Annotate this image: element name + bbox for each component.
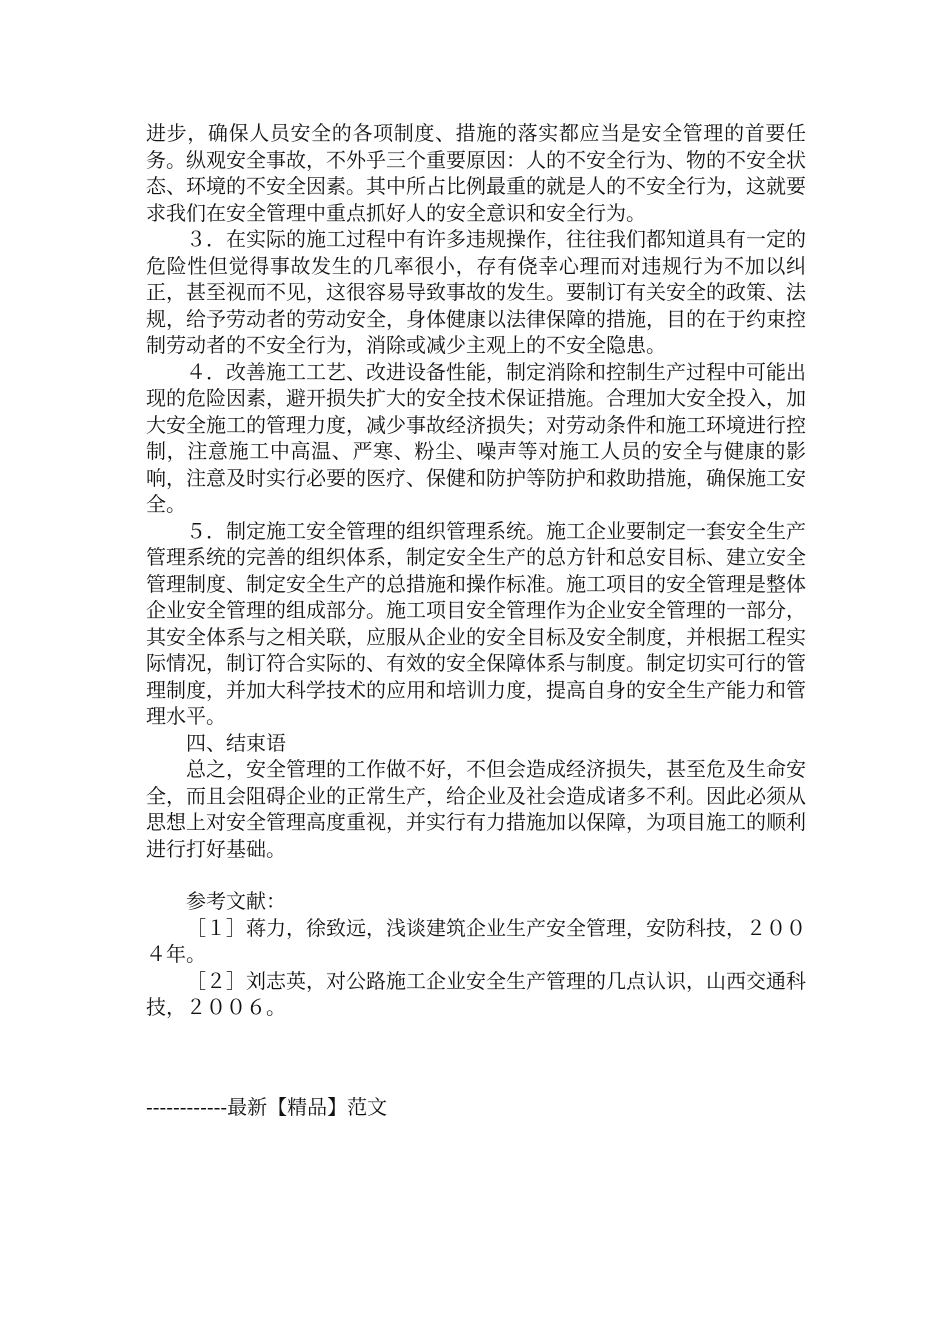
document-body <box>146 120 806 1021</box>
section-heading: 四、结束语 <box>186 730 286 755</box>
paragraph-item-3: ３．在实际的施工过程中有许多违规操作，往往我们都知道具有一定的危险性但觉得事故发生的几率很小，存有侥幸心理而对违规行为不加以纠正，甚至视而不见，这很容易导致事故的发生。要制订有关安全的政策、法规，给予劳动者的劳动安全，身体健康以法律保障的措施，目的在于约束控制劳动者的不安全行为，消除或减少主观上的不安全隐患。 <box>146 227 806 357</box>
paragraph-item-5: ５．制定施工安全管理的组织管理系统。施工企业要制定一套安全生产管理系统的完善的组织体系，制定安全生产的总方针和总安目标、建立安全管理制度、制定安全生产的总措施和操作标准。施工项目的安全管理是整体企业安全管理的组成部分。施工项目安全管理作为企业安全管理的一部分，其安全体系与之相关联，应服从企业的安全目标及安全制度，并根据工程实际情况，制订符合实际的、有效的安全保障体系与制度。制定切实可行的管理制度，并加大科学技术的应用和培训力度，提高自身的安全生产能力和管理水平。 <box>146 518 806 728</box>
reference-item: ［２］刘志英，对公路施工企业安全生产管理的几点认识，山西交通科技，２００６。 <box>146 968 806 1019</box>
footer-label: ------------最新【精品】范文 <box>146 1095 388 1119</box>
paragraph-item-4: ４．改善施工工艺、改进设备性能，制定消除和控制生产过程中可能出现的危险因素，避开损失扩大的安全技术保证措施。合理加大安全投入，加大安全施工的管理力度，减少事故经济损失；对劳动条件和施工环境进行控制，注意施工中高温、严寒、粉尘、噪声等对施工人员的安全与健康的影响，注意及时实行必要的医疗、保健和防护等防护和救助措施，确保施工安全。 <box>146 359 806 516</box>
reference-item: ［１］蒋力，徐致远，浅谈建筑企业生产安全管理，安防科技，２００４年。 <box>146 915 806 966</box>
paragraph-intro: 进步，确保人员安全的各项制度、措施的落实都应当是安全管理的首要任务。纵观安全事故，不外乎三个重要原因：人的不安全行为、物的不安全状态、环境的不安全因素。其中所占比例最重的就是人的不安全行为，这就要求我们在安全管理中重点抓好人的安全意识和安全行为。 <box>146 121 806 225</box>
paragraph-conclusion: 总之，安全管理的工作做不好，不但会造成经济损失，甚至危及生命安全，而且会阻碍企业的正常生产，给企业及社会造成诸多不利。因此必须从思想上对安全管理高度重视，并实行有力措施加以保障，为项目施工的顺利进行打好基础。 <box>146 757 806 861</box>
blank-line <box>146 862 806 888</box>
references-title: 参考文献： <box>186 889 286 913</box>
